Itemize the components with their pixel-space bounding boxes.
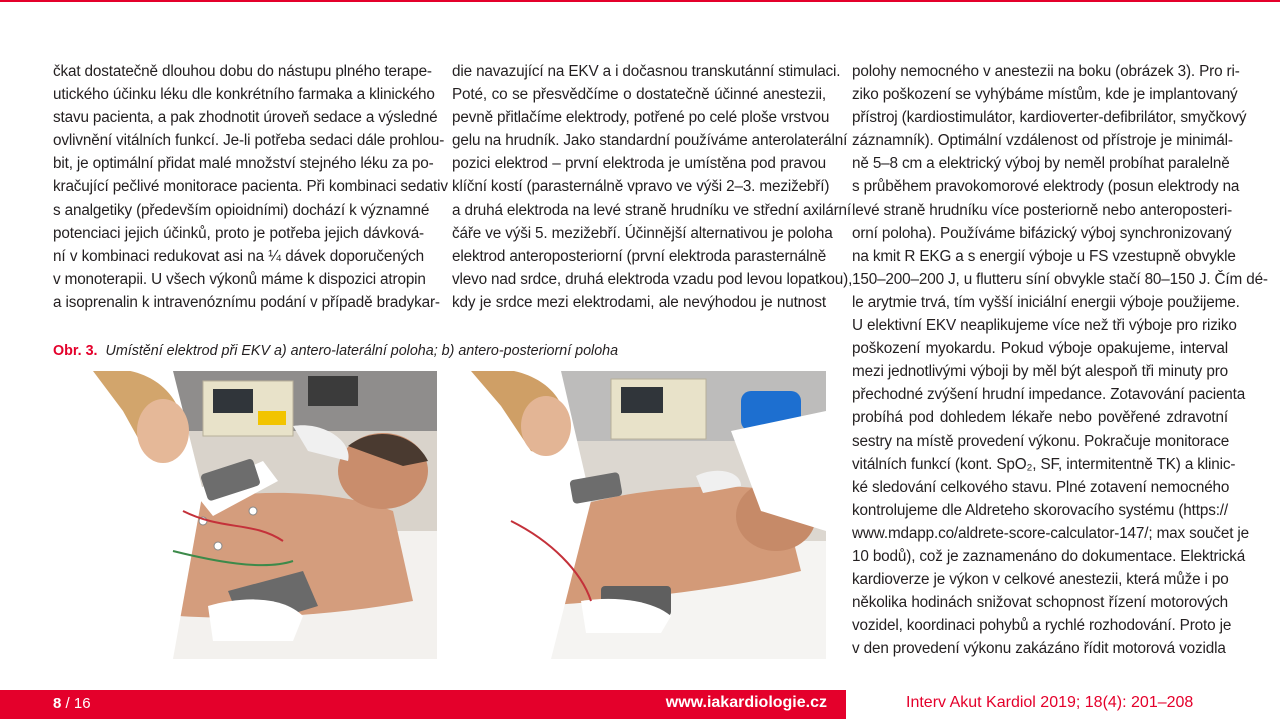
text-line: a druhá elektroda na levé straně hrudníku ve střední axilární xyxy=(452,201,852,219)
text-line: ovlivnění vitálních funkcí. Je-li potřeba sedaci dále prohlou- xyxy=(53,132,445,150)
figure-caption-text: Umístění elektrod při EKV a) antero-laterální poloha; b) antero-posteriorní poloha xyxy=(105,343,619,359)
text-line: a isoprenalin k intravenóznímu podání v případě bradykar- xyxy=(53,293,440,311)
text-column-3 xyxy=(852,60,1268,660)
text-line: na kmit R EKG a s energií výboje u FS vzestupně obvykle xyxy=(852,247,1236,265)
page-current: 8 xyxy=(53,695,62,712)
text-line: levé straně hrudníku více posteriorně nebo anteroposteri- xyxy=(852,201,1233,219)
text-line: sestry na místě provedení výkonu. Pokračuje monitorace xyxy=(852,432,1230,450)
figure-label: Obr. 3. xyxy=(53,343,98,359)
text-line: 150–200–200 J, u flutteru síní obvykle stačí 80–150 J. Čím dé- xyxy=(852,270,1268,288)
journal-citation: Interv Akut Kardiol 2019; 18(4): 201–208 xyxy=(906,694,1194,711)
text-line: U elektivní EKV neaplikujeme více než tři výboje pro riziko xyxy=(852,317,1237,335)
text-line: utického účinku léku dle konkrétního farmaka a klinického xyxy=(53,86,435,104)
text-line: gelu na hrudník. Jako standardní používáme anterolaterální xyxy=(452,132,848,150)
text-line: orní poloha). Používáme bifázický výboj synchronizovaný xyxy=(852,224,1232,242)
text-line: die navazující na EKV a i dočasnou transkutánní stimulaci. xyxy=(452,63,841,80)
text-line: vozidel, koordinaci pohybů a rychlé rozhodování. Proto je xyxy=(852,617,1232,635)
text-line: elektrod anteroposteriorní (první elektroda parasternálně xyxy=(452,247,827,265)
text-line: potenciaci jejich účinků, proto je potřeba jejich dávková- xyxy=(53,224,424,242)
page-footer xyxy=(0,690,1280,719)
text-line: kardioverze je výkon v celkové anestezii, která může i po xyxy=(852,571,1229,589)
photo-anteroposterior xyxy=(441,371,826,659)
page-number xyxy=(53,695,91,712)
panel-label-b: b xyxy=(451,383,466,410)
photo-a-illustration xyxy=(53,371,437,659)
panel-label-a: a xyxy=(63,383,77,410)
text-line: pozici elektrod – první elektroda je umístěna pod pravou xyxy=(452,155,826,173)
text-line: klíční kostí (parasternálně vpravo ve výši 2–3. mezižebří) xyxy=(452,178,830,196)
text-line: le arytmie trvá, tím vyšší iniciální energii výboje použijeme. xyxy=(852,293,1240,311)
text-line: s průběhem pravokomorové elektrody (posun elektrody na xyxy=(852,178,1240,196)
text-line: čkat dostatečně dlouhou dobu do nástupu plného terape- xyxy=(53,63,432,80)
text-line: poškození myokardu. Pokud výboje opakujeme, interval xyxy=(852,340,1228,358)
text-line: záznamník). Optimální vzdálenost od přístroje je minimál- xyxy=(852,132,1233,150)
photo-anterolateral xyxy=(53,371,437,659)
text-line: www.mdapp.co/aldrete-score-calculator-147/; max součet je xyxy=(852,524,1249,542)
text-line: přístroj (kardiostimulátor, kardioverter-defibrilátor, smyčkový xyxy=(852,109,1247,127)
photo-b-illustration xyxy=(441,371,826,659)
text-line: pevně přitlačíme elektrody, potřené po celé ploše vrstvou xyxy=(452,109,830,127)
text-line: kračující pečlivé monitorace pacienta. Při kombinaci sedativ xyxy=(53,178,448,196)
text-line: ně 5–8 cm a elektrický výboj by neměl probíhat paralelně xyxy=(852,155,1230,173)
text-line: bit, je optimální přidat malé množství stejného léku za po- xyxy=(53,155,434,173)
text-line: několika hodinách snižovat schopnost řízení motorových xyxy=(852,594,1228,612)
journal-url-link[interactable]: www.iakardiologie.cz xyxy=(665,694,827,711)
text-line: mezi jednotlivými výboji by měl být alespoň tři minuty pro xyxy=(852,363,1228,381)
page-separator: / xyxy=(65,695,70,712)
text-line: přechodné zvýšení hrudní impedance. Zotavování pacienta xyxy=(852,386,1246,404)
text-line: Poté, co se přesvědčíme o dostatečně účinné anestezii, xyxy=(452,86,826,104)
top-rule xyxy=(0,0,1280,2)
text-line: probíhá pod dohledem lékaře nebo pověřené zdravotní xyxy=(852,409,1228,427)
text-line: vlevo nad srdce, druhá elektroda vzadu pod levou lopatkou), xyxy=(452,270,853,288)
text-line: ziko poškození se vyhýbáme místům, kde je implantovaný xyxy=(852,86,1238,104)
page-total: 16 xyxy=(73,695,91,712)
text-line: v den provedení výkonu zakázáno řídit motorová vozidla xyxy=(852,640,1226,658)
text-line: kdy je srdce mezi elektrodami, ale nevýhodou je nutnost xyxy=(452,293,826,311)
text-line: ní v kombinaci redukovat asi na ¼ dávek doporučených xyxy=(53,247,424,265)
text-line: s analgetiky (především opioidními) dochází k významné xyxy=(53,201,430,219)
text-line: polohy nemocného v anestezii na boku (obrázek 3). Pro ri- xyxy=(852,63,1240,80)
text-line: vitálních funkcí (kont. SpO₂, SF, intermitentně TK) a klinic- xyxy=(852,455,1236,473)
text-column-1 xyxy=(53,60,448,314)
figure-caption xyxy=(53,343,833,359)
text-line: v monoterapii. U všech výkonů máme k dispozici atropin xyxy=(53,270,426,288)
text-column-2 xyxy=(452,60,853,314)
text-line: čáře ve výši 5. mezižebří. Účinnější alternativou je poloha xyxy=(452,224,833,242)
text-line: kontrolujeme dle Aldreteho skorovacího systému (https:// xyxy=(852,501,1228,519)
text-line: stavu pacienta, a pak zhodnotit úroveň sedace a výsledné xyxy=(53,109,438,127)
text-line: 10 bodů), což je zaznamenáno do dokumentace. Elektrická xyxy=(852,547,1246,565)
text-line: ké sledování celkového stavu. Plné zotavení nemocného xyxy=(852,478,1230,496)
